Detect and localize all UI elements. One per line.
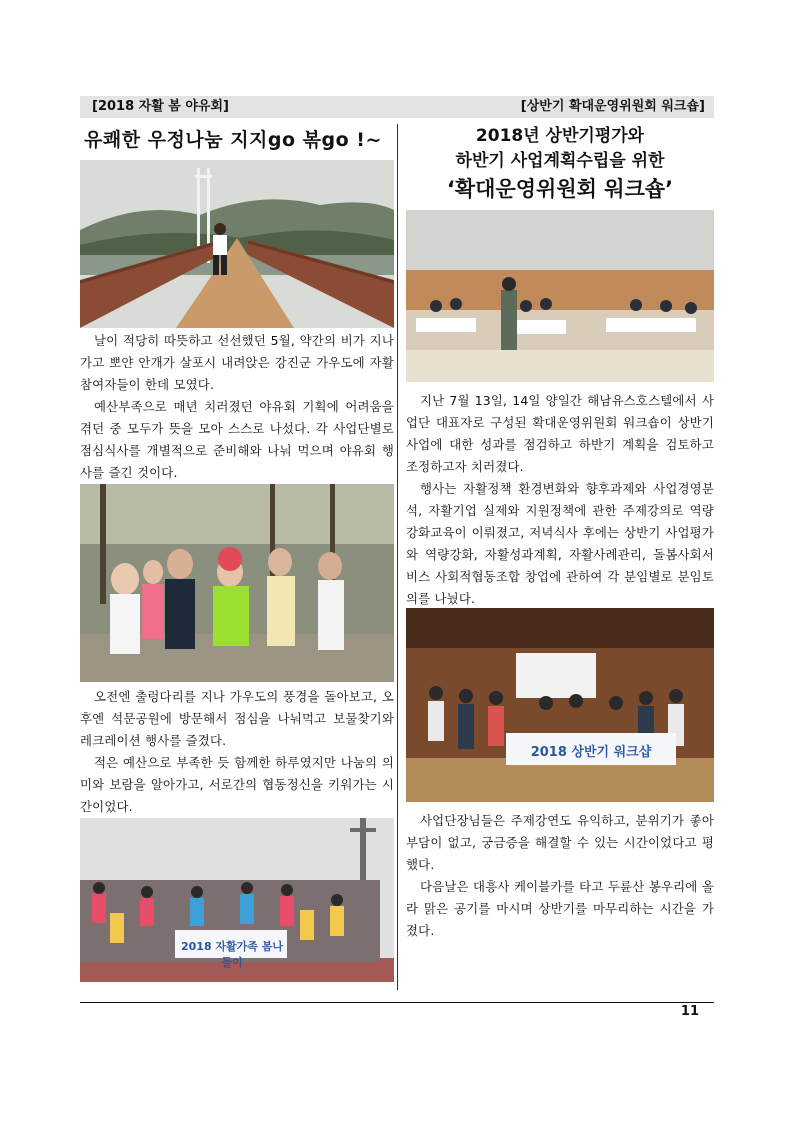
header-left: [2018 자활 봄 야유회] bbox=[92, 99, 229, 114]
title-line: ‘확대운영위원회 워크숍’ bbox=[446, 177, 674, 201]
park-group-photo bbox=[80, 484, 394, 682]
text-paragraph: 지난 7월 13일, 14일 양일간 해남유스호스텔에서 사업단 대표자로 구성된 확대운영위원회 워크숍이 상반기 사업에 대한 성과를 점검하고 하반기 계획을 검토하고 조정하고자 치러졌다. bbox=[406, 393, 714, 474]
column-divider bbox=[397, 124, 398, 990]
text-paragraph: 사업단장님들은 주제강연도 유익하고, 분위기가 좋아 부담이 없고, 궁금증을 해결할 수 있는 시간이었다고 평했다. bbox=[406, 813, 714, 872]
text-paragraph: 예산부족으로 매년 치러졌던 야유회 기획에 어려움을 겪던 중 모두가 뜻을 모아 스스로 나섰다. 각 사업단별로 점심식사를 개별적으로 준비해와 나눠 먹으며 야유회 행사를 즐긴 것이다. bbox=[80, 399, 394, 480]
header-right: [상반기 확대운영위원회 워크숍] bbox=[520, 99, 705, 114]
text-paragraph: 날이 적당히 따뜻하고 선선했던 5월, 약간의 비가 지나가고 뽀얀 안개가 살포시 내려앉은 강진군 가우도에 자활참여자들이 한데 모였다. bbox=[80, 333, 394, 392]
photo-banner-text: 2018 상반기 워크샵 bbox=[530, 745, 652, 760]
workshop-hall-photo bbox=[406, 210, 714, 382]
bridge-photo bbox=[80, 160, 394, 328]
text-paragraph: 오전엔 출렁다리를 지나 가우도의 풍경을 돌아보고, 오후엔 석문공원에 방문해서 점심을 나눠먹고 보물찾기와 레크레이션 행사를 즐겼다. bbox=[80, 689, 394, 748]
left-paragraph-2 bbox=[80, 686, 394, 818]
text-paragraph: 다음날은 대흥사 케이블카를 타고 두륜산 봉우리에 올라 맑은 공기를 마시며 상반기를 마무리하는 시간을 가졌다. bbox=[406, 879, 714, 938]
title-line: 하반기 사업계획수립을 위한 bbox=[455, 151, 665, 171]
left-article-title: 유쾌한 우정나눔 지지go 볶go !~ bbox=[84, 129, 382, 151]
photo-banner-text: 2018 자활가족 봄나들이 bbox=[180, 940, 284, 969]
right-paragraph-1 bbox=[406, 390, 714, 610]
left-paragraph-1 bbox=[80, 330, 394, 484]
title-line: 2018년 상반기평가와 bbox=[475, 126, 645, 146]
workshop-group-photo bbox=[406, 608, 714, 802]
right-paragraph-2 bbox=[406, 810, 714, 942]
footer-rule bbox=[80, 1002, 714, 1003]
text-paragraph: 행사는 자활정책 환경변화와 향후과제와 사업경영분석, 자활기업 실제와 지원정책에 관한 주제강의로 역량강화교육이 이뤄졌고, 저녁식사 후에는 상반기 사업평가와 역량강화, 자활성과계획, 자활사례관리, 돌봄사회서비스 사회적협동조합 창업에 관하여 각 분임별로 분임토의를 나눴다. bbox=[406, 481, 714, 606]
right-article-title bbox=[406, 124, 714, 204]
text-paragraph: 적은 예산으로 부족한 듯 함께한 하루였지만 나눔의 의미와 보람을 알아가고, 서로간의 협동정신을 키워가는 시간이었다. bbox=[80, 755, 394, 814]
page-number: 11 bbox=[680, 1004, 699, 1019]
large-group-photo bbox=[80, 818, 394, 982]
